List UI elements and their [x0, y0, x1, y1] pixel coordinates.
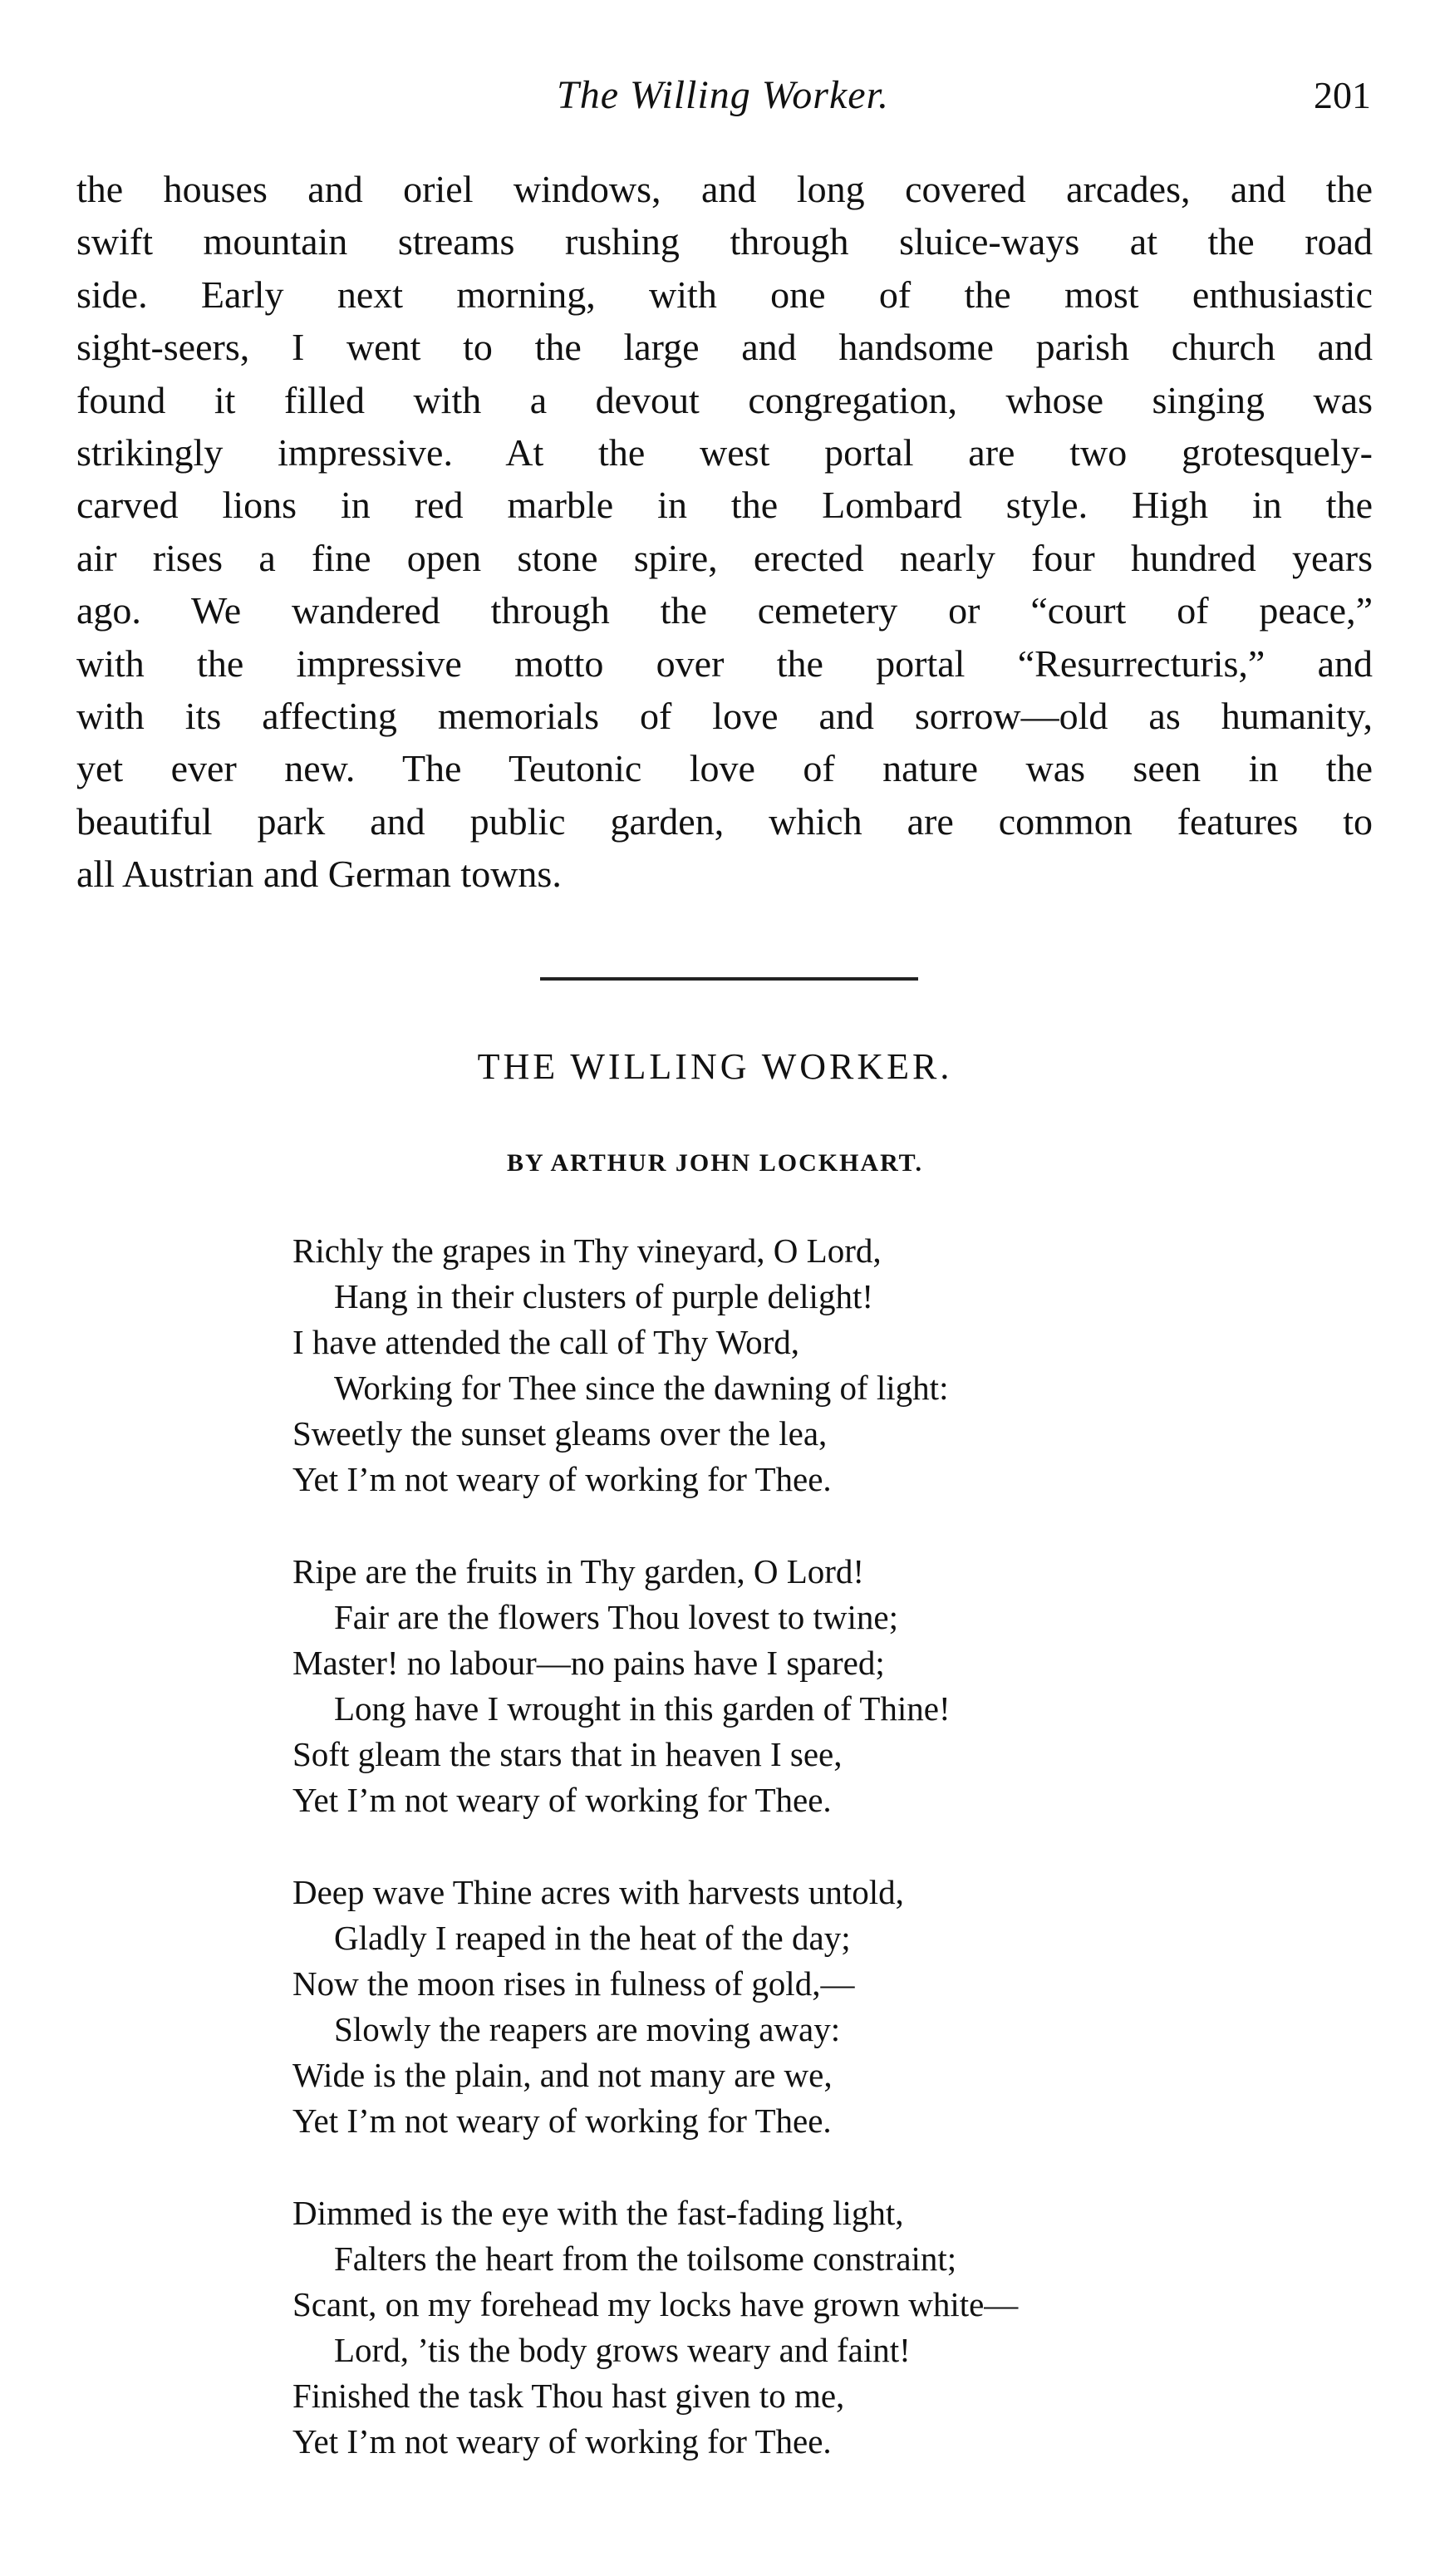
prose-line: the houses and oriel windows, and long covered arcades, and the — [76, 168, 1373, 210]
verse-line: Long have I wrought in this garden of Thine! — [334, 1689, 951, 1728]
prose-line: swift mountain streams rushing through sluice-ways at the road — [76, 220, 1373, 263]
prose-paragraph — [76, 163, 1373, 901]
running-head — [75, 66, 1371, 125]
verse-line: Scant, on my forehead my locks have grown white— — [292, 2285, 1019, 2323]
verse-line: Slowly the reapers are moving away: — [334, 2010, 841, 2048]
poem-author: BY ARTHUR JOHN LOCKHART. — [507, 1149, 923, 1177]
prose-line: yet ever new. The Teutonic love of nature was seen in the — [76, 747, 1373, 790]
stanza — [292, 1549, 1290, 1823]
poem-body — [292, 1228, 1290, 2511]
prose-line: beautiful park and public garden, which are common features to — [76, 799, 1373, 843]
prose-line: ago. We wandered through the cemetery or “court of peace,” — [76, 589, 1373, 632]
verse-line: Dimmed is the eye with the fast-fading light, — [292, 2194, 904, 2232]
verse-line: Lord, ’tis the body grows weary and faint! — [334, 2331, 911, 2369]
verse-line: I have attended the call of Thy Word, — [292, 1323, 799, 1361]
verse-line: Hang in their clusters of purple delight! — [334, 1277, 873, 1315]
verse-line: Yet I’m not weary of working for Thee. — [292, 2102, 832, 2140]
verse-line: Richly the grapes in Thy vineyard, O Lord, — [292, 1231, 882, 1270]
running-title: The Willing Worker. — [557, 73, 889, 117]
stanza — [292, 2190, 1290, 2465]
poem-title: THE WILLING WORKER. — [477, 1046, 953, 1087]
verse-line: Gladly I reaped in the heat of the day; — [334, 1919, 851, 1957]
prose-line: carved lions in red marble in the Lombard style. High in the — [76, 484, 1373, 527]
verse-line: Yet I’m not weary of working for Thee. — [292, 2422, 832, 2460]
verse-line: Fair are the flowers Thou lovest to twine; — [334, 1598, 899, 1636]
verse-line: Working for Thee since the dawning of light: — [334, 1369, 949, 1407]
verse-line: Now the moon rises in fulness of gold,— — [292, 1964, 855, 2003]
stanza — [292, 1870, 1290, 2144]
section-divider — [540, 977, 918, 981]
prose-line: with its affecting memorials of love and sorrow—old as humanity, — [76, 695, 1373, 738]
verse-line: Master! no labour—no pains have I spared; — [292, 1644, 885, 1682]
verse-line: Soft gleam the stars that in heaven I see, — [292, 1735, 843, 1773]
prose-line: sight-seers, I went to the large and handsome parish church and — [76, 326, 1373, 369]
page-number: 201 — [1314, 74, 1371, 116]
prose-line: all Austrian and German towns. — [76, 853, 562, 896]
prose-line: side. Early next morning, with one of the most enthusiastic — [76, 273, 1373, 316]
prose-line: air rises a fine open stone spire, erected nearly four hundred years — [76, 536, 1373, 579]
stanza — [292, 1228, 1290, 1502]
verse-line: Yet I’m not weary of working for Thee. — [292, 1460, 832, 1498]
verse-line: Yet I’m not weary of working for Thee. — [292, 1781, 832, 1819]
verse-line: Sweetly the sunset gleams over the lea, — [292, 1414, 828, 1453]
verse-line: Wide is the plain, and not many are we, — [292, 2056, 833, 2094]
verse-line: Ripe are the fruits in Thy garden, O Lord! — [292, 1552, 865, 1590]
prose-line: strikingly impressive. At the west portal are two grotesquely- — [76, 431, 1373, 474]
verse-line: Finished the task Thou hast given to me, — [292, 2377, 845, 2415]
verse-line: Deep wave Thine acres with harvests untold, — [292, 1873, 904, 1911]
verse-line: Falters the heart from the toilsome constraint; — [334, 2239, 957, 2278]
prose-line: with the impressive motto over the portal “Resurrecturis,” and — [76, 642, 1373, 685]
prose-line: found it filled with a devout congregation, whose singing was — [76, 378, 1373, 421]
